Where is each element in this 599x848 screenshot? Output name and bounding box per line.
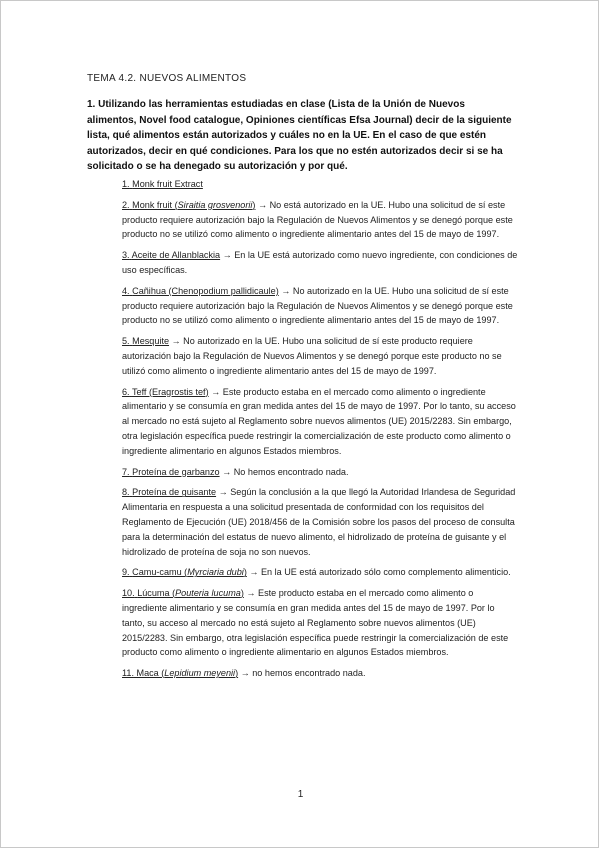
item-description: → No autorizado en la UE. Hubo una solicitud de sí este producto requiere autorización bajo la Regulación de Nuevos Alimentos y se denegó porque este producto no se utilizó como alimento o ingrediente alimentario antes del 15 de mayo de 1997. bbox=[122, 285, 513, 326]
item-name: 6. Teff (Eragrostis tef) bbox=[122, 386, 209, 397]
list-item bbox=[122, 666, 518, 681]
question-text: 1. Utilizando las herramientas estudiadas en clase (Lista de la Unión de Nuevos alimentos, Novel food catalogue, Opiniones científicas Efsa Journal) decir de la siguiente lista, qué alimentos están autorizados y cuáles no en la UE. En el caso de que estén autorizados, decir en qué condiciones. Para los que no estén autorizados decir si se ha solicitado o se ha denegado su autorización y por qué. bbox=[87, 99, 512, 172]
list-item bbox=[122, 565, 518, 580]
item-description: → No está autorizado en la UE. Hubo una solicitud de sí este producto requiere autorización bajo la Regulación de Nuevos Alimentos y se denegó porque este producto no se utilizó como alimento o ingrediente alimentario antes del 15 de mayo de 1997. bbox=[122, 199, 513, 240]
document-title: TEMA 4.2. NUEVOS ALIMENTOS bbox=[87, 73, 247, 84]
list-item bbox=[122, 248, 518, 278]
scientific-name: Myrciaria dubi bbox=[187, 567, 244, 578]
item-name: 11. Maca (Lepidium meyenii) bbox=[122, 668, 239, 679]
food-list bbox=[122, 177, 518, 687]
scientific-name: Lepidium meyenii bbox=[164, 668, 236, 679]
item-description: → En la UE está autorizado sólo como complemento alimenticio. bbox=[246, 567, 511, 578]
scientific-name: Pouteria lucuma bbox=[175, 588, 241, 599]
item-name: 8. Proteína de guisante bbox=[122, 487, 217, 498]
item-name: 1. Monk fruit Extract bbox=[122, 179, 203, 189]
list-item bbox=[122, 334, 518, 378]
item-name: 7. Proteína de garbanzo bbox=[122, 466, 220, 477]
item-description: → Este producto estaba en el mercado como alimento o ingrediente alimentario y se consumía en gran medida antes del 15 de mayo de 1997. Por lo tanto, su acceso al mercado no está sujeto al Reglamento sobre nuevos alimentos (UE) 2015/2283. Sin embargo, otra legislación específica puede restringir la comercialización de este producto como alimento o ingrediente alimentario en algunos Estados miembros. bbox=[122, 588, 509, 658]
scientific-name: Siraitia grosvenorii bbox=[177, 199, 253, 210]
item-description: → No hemos encontrado nada. bbox=[219, 466, 349, 477]
item-description: → Según la conclusión a la que llegó la Autoridad Irlandesa de Seguridad Alimentaria en respuesta a una solicitud presentada de conformidad con los requisitos del Reglamento de Ejecución (UE) 2018/456 de la Comisión sobre los pasos del proceso de consulta para la determinación del estatus de nuevo alimento, el hidrolizado de proteína de guisante y el hidrolizado de proteína de soja no son nuevos. bbox=[122, 487, 516, 557]
item-description: → En la UE está autorizado como nuevo ingrediente, con condiciones de uso específicas. bbox=[122, 250, 518, 275]
item-name: 9. Camu-camu (Myrciaria dubi) bbox=[122, 567, 247, 578]
item-description: → Este producto estaba en el mercado como alimento o ingrediente alimentario y se consumía en gran medida antes del 15 de mayo de 1997. Por lo tanto, su acceso al mercado no está sujeto al Reglamento sobre nuevos alimentos (UE) 2015/2283. Sin embargo, otra legislación específica puede restringir la comercialización de este producto como alimento o ingrediente alimentario en algunos Estados miembros. bbox=[122, 386, 516, 456]
list-item bbox=[122, 284, 518, 328]
list-item bbox=[122, 465, 518, 480]
list-item bbox=[122, 586, 518, 660]
item-name: 4. Cañihua (Chenopodium pallidicaule) bbox=[122, 285, 279, 296]
item-description: → No autorizado en la UE. Hubo una solicitud de sí este producto requiere autorización bajo la Regulación de Nuevos Alimentos y se denegó porque este producto no se utilizó como alimento o ingrediente alimentario antes del 15 de mayo de 1997. bbox=[122, 336, 502, 376]
item-name: 3. Aceite de Allanblackia bbox=[122, 250, 221, 261]
item-name: 2. Monk fruit (Siraitia grosvenorii) bbox=[122, 199, 256, 210]
list-item bbox=[122, 485, 518, 559]
page-number: 1 bbox=[297, 789, 304, 800]
item-name: 10. Lúcuma (Pouteria lucuma) bbox=[122, 588, 244, 599]
item-description: → no hemos encontrado nada. bbox=[238, 668, 366, 679]
list-item bbox=[122, 385, 518, 459]
list-item bbox=[122, 198, 518, 242]
list-item bbox=[122, 177, 518, 192]
item-name: 5. Mesquite bbox=[122, 336, 170, 347]
